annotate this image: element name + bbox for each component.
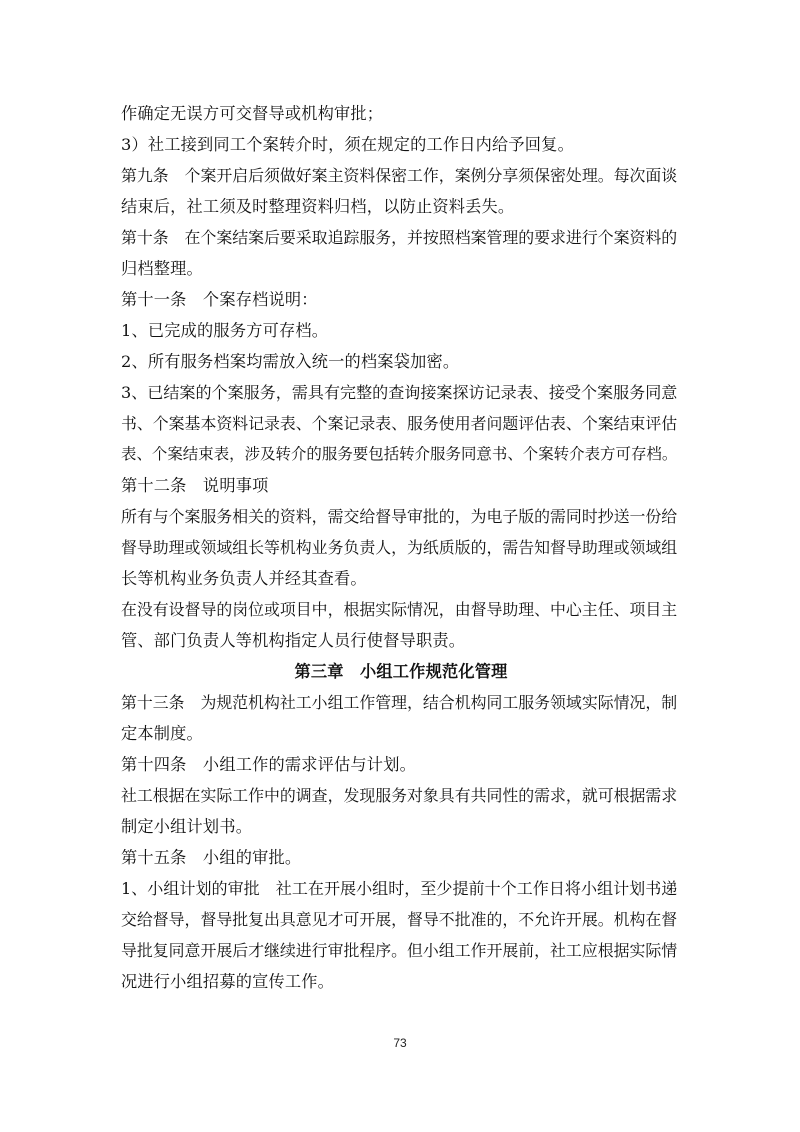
text-line: 3、已结案的个案服务，需具有完整的查询接案探访记录表、接受个案服务同意 xyxy=(121,383,678,402)
page-number: 73 xyxy=(393,1036,407,1050)
text-line: 3）社工接到同工个案转介时，须在规定的工作日内给予回复。 xyxy=(121,135,574,154)
text-line: 况进行小组招募的宣传工作。 xyxy=(121,972,335,991)
text-line: 1、小组计划的审批 社工在开展小组时，至少提前十个工作日将小组计划书递 xyxy=(121,879,678,898)
text-line: 交给督导，督导批复出具意见才可开展，督导不批准的，不允许开展。机构在督 xyxy=(121,910,678,929)
text-line: 2、所有服务档案均需放入统一的档案袋加密。 xyxy=(121,352,460,371)
text-line: 所有与个案服务相关的资料，需交给督导审批的，为电子版的需同时抄送一份给 xyxy=(121,507,678,526)
text-line: 制定小组计划书。 xyxy=(121,817,253,836)
chapter-heading: 第三章 小组工作规范化管理 xyxy=(294,662,508,681)
text-line: 作确定无误方可交督导或机构审批； xyxy=(121,104,384,123)
text-line: 导批复同意开展后才继续进行审批程序。但小组工作开展前，社工应根据实际情 xyxy=(121,941,678,960)
text-line: 第十二条 说明事项 xyxy=(121,476,269,495)
text-line: 结束后，社工须及时整理资料归档，以防止资料丢失。 xyxy=(121,197,515,216)
text-line: 第十五条 小组的审批。 xyxy=(121,848,302,867)
text-line: 1、已完成的服务方可存档。 xyxy=(121,321,329,340)
text-line: 书、个案基本资料记录表、个案记录表、服务使用者问题评估表、个案结束评估 xyxy=(121,414,678,433)
text-line: 第九条 个案开启后须做好案主资料保密工作，案例分享须保密处理。每次面谈 xyxy=(121,166,678,185)
text-line: 长等机构业务负责人并经其查看。 xyxy=(121,569,367,588)
text-line: 第十四条 小组工作的需求评估与计划。 xyxy=(121,755,416,774)
text-line: 督导助理或领域组长等机构业务负责人，为纸质版的，需告知督导助理或领域组 xyxy=(121,538,678,557)
text-line: 在没有设督导的岗位或项目中，根据实际情况，由督导助理、中心主任、项目主 xyxy=(121,600,678,619)
document-body xyxy=(121,98,681,997)
text-line: 定本制度。 xyxy=(121,724,203,743)
text-line: 归档整理。 xyxy=(121,259,203,278)
text-line: 第十三条 为规范机构社工小组工作管理，结合机构同工服务领域实际情况，制 xyxy=(121,693,678,712)
text-line: 第十条 在个案结案后要采取追踪服务，并按照档案管理的要求进行个案资料的 xyxy=(121,228,678,247)
text-line: 社工根据在实际工作中的调查，发现服务对象具有共同性的需求，就可根据需求 xyxy=(121,786,678,805)
text-line: 表、个案结束表，涉及转介的服务要包括转介服务同意书、个案转介表方可存档。 xyxy=(121,445,678,463)
text-line: 第十一条 个案存档说明： xyxy=(121,290,318,309)
text-line: 管、部门负责人等机构指定人员行使督导职责。 xyxy=(121,631,466,650)
